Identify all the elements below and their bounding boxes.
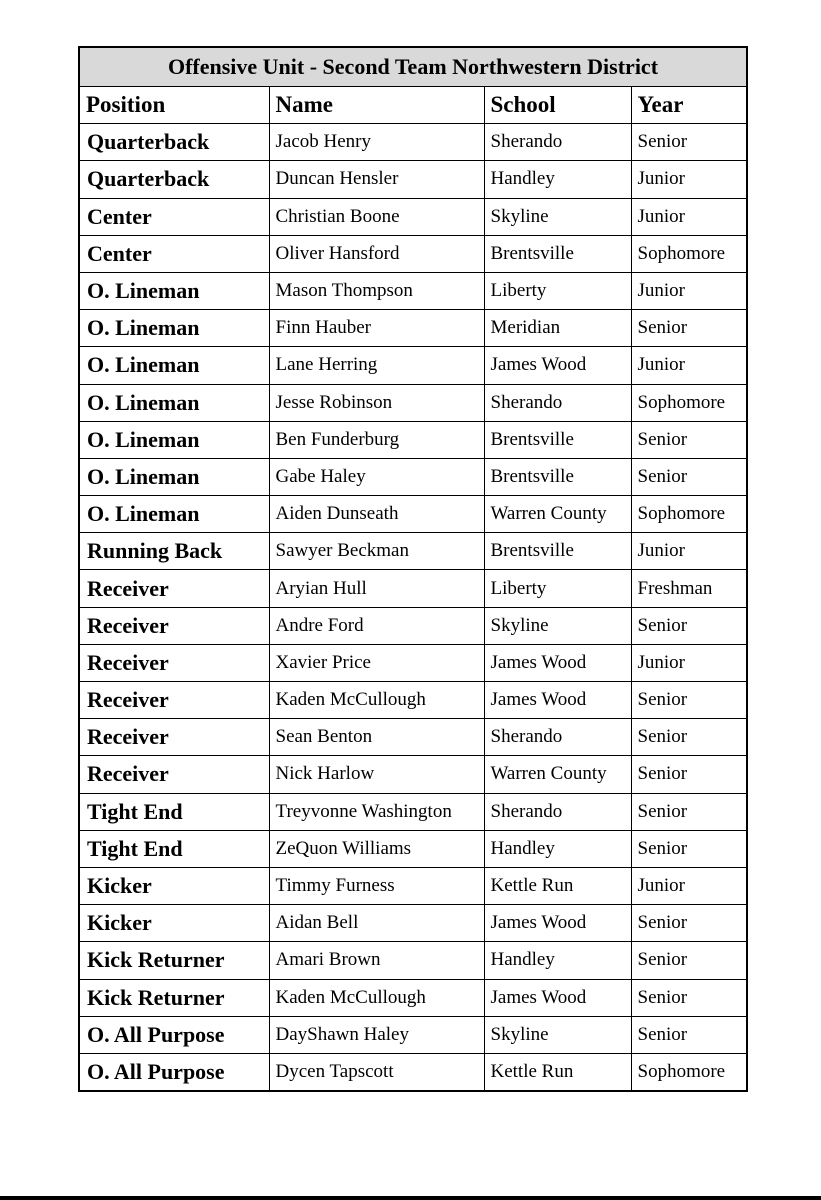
cell-name: Amari Brown (269, 942, 484, 979)
cell-position: O. Lineman (79, 458, 269, 495)
cell-name: Jesse Robinson (269, 384, 484, 421)
cell-position: Quarterback (79, 161, 269, 198)
cell-name: Aryian Hull (269, 570, 484, 607)
cell-name: Lane Herring (269, 347, 484, 384)
cell-school: Handley (484, 161, 631, 198)
table-row (79, 905, 747, 942)
cell-year: Sophomore (631, 496, 747, 533)
cell-position: O. Lineman (79, 384, 269, 421)
cell-position: Center (79, 235, 269, 272)
cell-year: Junior (631, 644, 747, 681)
table-row (79, 570, 747, 607)
cell-position: Receiver (79, 682, 269, 719)
cell-position: O. Lineman (79, 310, 269, 347)
cell-school: James Wood (484, 905, 631, 942)
cell-school: James Wood (484, 682, 631, 719)
cell-position: Receiver (79, 719, 269, 756)
cell-name: Nick Harlow (269, 756, 484, 793)
cell-school: James Wood (484, 347, 631, 384)
cell-year: Senior (631, 1016, 747, 1053)
cell-school: Brentsville (484, 458, 631, 495)
cell-position: Kick Returner (79, 979, 269, 1016)
cell-year: Senior (631, 310, 747, 347)
cell-school: Sherando (484, 124, 631, 161)
cell-position: O. Lineman (79, 272, 269, 309)
cell-position: Kicker (79, 867, 269, 904)
cell-year: Junior (631, 533, 747, 570)
table-row (79, 1053, 747, 1091)
table-row (79, 235, 747, 272)
cell-year: Senior (631, 682, 747, 719)
cell-position: Kick Returner (79, 942, 269, 979)
table-row (79, 607, 747, 644)
cell-position: Receiver (79, 756, 269, 793)
cell-year: Junior (631, 272, 747, 309)
cell-position: Tight End (79, 830, 269, 867)
cell-name: Aiden Dunseath (269, 496, 484, 533)
table-row (79, 867, 747, 904)
cell-position: O. All Purpose (79, 1053, 269, 1091)
cell-school: Liberty (484, 272, 631, 309)
cell-school: Skyline (484, 607, 631, 644)
cell-name: Xavier Price (269, 644, 484, 681)
title-row (79, 47, 747, 87)
cell-position: Running Back (79, 533, 269, 570)
cell-school: Handley (484, 942, 631, 979)
cell-name: Treyvonne Washington (269, 793, 484, 830)
cell-position: Tight End (79, 793, 269, 830)
table-row (79, 756, 747, 793)
cell-name: Mason Thompson (269, 272, 484, 309)
cell-year: Senior (631, 793, 747, 830)
cell-school: Brentsville (484, 421, 631, 458)
table-row (79, 942, 747, 979)
cell-year: Senior (631, 124, 747, 161)
cell-school: Meridian (484, 310, 631, 347)
cell-year: Senior (631, 607, 747, 644)
table-row (79, 124, 747, 161)
table-row (79, 310, 747, 347)
cell-school: James Wood (484, 979, 631, 1016)
cell-year: Junior (631, 347, 747, 384)
table-row (79, 830, 747, 867)
bottom-rule (0, 1196, 821, 1200)
cell-name: Jacob Henry (269, 124, 484, 161)
cell-year: Junior (631, 198, 747, 235)
table-row (79, 458, 747, 495)
cell-position: O. Lineman (79, 347, 269, 384)
cell-name: Dycen Tapscott (269, 1053, 484, 1091)
cell-school: Kettle Run (484, 867, 631, 904)
table-row (79, 496, 747, 533)
cell-year: Senior (631, 942, 747, 979)
cell-year: Junior (631, 161, 747, 198)
header-name: Name (269, 87, 484, 124)
cell-name: Sean Benton (269, 719, 484, 756)
cell-name: Oliver Hansford (269, 235, 484, 272)
table-row (79, 347, 747, 384)
cell-name: Timmy Furness (269, 867, 484, 904)
cell-name: Sawyer Beckman (269, 533, 484, 570)
header-position: Position (79, 87, 269, 124)
cell-year: Freshman (631, 570, 747, 607)
table-row (79, 793, 747, 830)
table-row (79, 979, 747, 1016)
cell-name: Ben Funderburg (269, 421, 484, 458)
table-row (79, 533, 747, 570)
cell-name: Andre Ford (269, 607, 484, 644)
cell-year: Sophomore (631, 235, 747, 272)
cell-school: Liberty (484, 570, 631, 607)
table-row (79, 198, 747, 235)
cell-school: Brentsville (484, 533, 631, 570)
cell-name: Gabe Haley (269, 458, 484, 495)
cell-school: Skyline (484, 198, 631, 235)
cell-school: Sherando (484, 719, 631, 756)
cell-school: Warren County (484, 496, 631, 533)
cell-school: Handley (484, 830, 631, 867)
cell-year: Senior (631, 830, 747, 867)
cell-name: Christian Boone (269, 198, 484, 235)
cell-year: Senior (631, 979, 747, 1016)
cell-name: Duncan Hensler (269, 161, 484, 198)
cell-name: Kaden McCullough (269, 979, 484, 1016)
cell-year: Senior (631, 719, 747, 756)
table-row (79, 644, 747, 681)
cell-school: James Wood (484, 644, 631, 681)
roster-body (79, 124, 747, 1091)
cell-name: DayShawn Haley (269, 1016, 484, 1053)
cell-year: Sophomore (631, 1053, 747, 1091)
cell-position: O. Lineman (79, 421, 269, 458)
table-row (79, 384, 747, 421)
cell-position: Center (79, 198, 269, 235)
cell-position: Kicker (79, 905, 269, 942)
cell-position: O. Lineman (79, 496, 269, 533)
cell-school: Warren County (484, 756, 631, 793)
cell-year: Senior (631, 458, 747, 495)
cell-position: Receiver (79, 644, 269, 681)
table-row (79, 719, 747, 756)
header-row (79, 87, 747, 124)
header-year: Year (631, 87, 747, 124)
cell-name: Kaden McCullough (269, 682, 484, 719)
cell-year: Junior (631, 867, 747, 904)
cell-name: Aidan Bell (269, 905, 484, 942)
cell-school: Skyline (484, 1016, 631, 1053)
cell-school: Brentsville (484, 235, 631, 272)
cell-position: O. All Purpose (79, 1016, 269, 1053)
cell-year: Senior (631, 756, 747, 793)
cell-year: Senior (631, 905, 747, 942)
header-school: School (484, 87, 631, 124)
roster-table (78, 46, 748, 1092)
cell-position: Quarterback (79, 124, 269, 161)
cell-position: Receiver (79, 570, 269, 607)
cell-name: Finn Hauber (269, 310, 484, 347)
cell-year: Sophomore (631, 384, 747, 421)
cell-position: Receiver (79, 607, 269, 644)
cell-school: Sherando (484, 793, 631, 830)
table-row (79, 421, 747, 458)
cell-school: Sherando (484, 384, 631, 421)
cell-year: Senior (631, 421, 747, 458)
table-row (79, 272, 747, 309)
table-title: Offensive Unit - Second Team Northwestern District (79, 47, 747, 87)
table-row (79, 1016, 747, 1053)
table-row (79, 161, 747, 198)
table-row (79, 682, 747, 719)
cell-school: Kettle Run (484, 1053, 631, 1091)
cell-name: ZeQuon Williams (269, 830, 484, 867)
